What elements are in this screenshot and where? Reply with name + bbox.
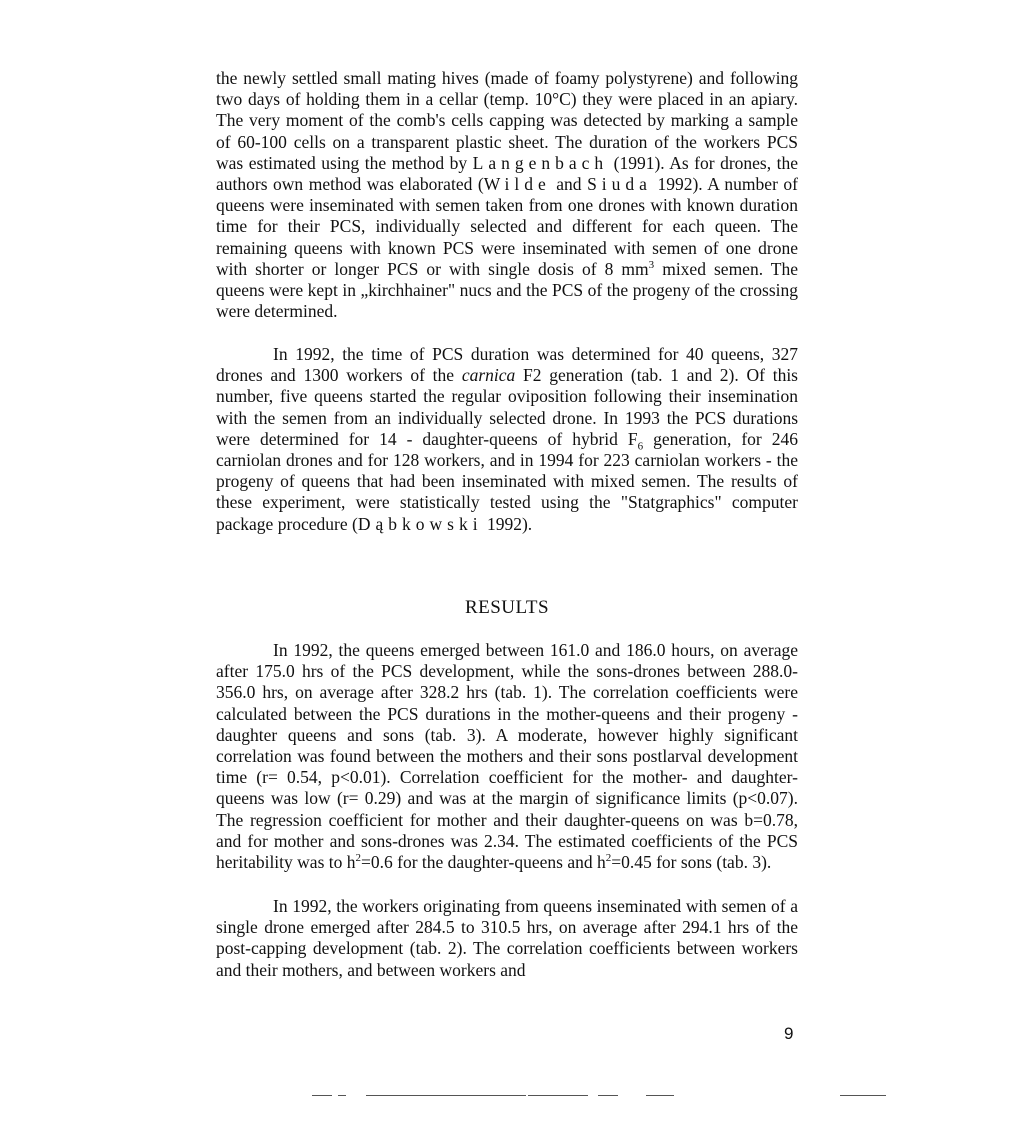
body-paragraph-results-queens bbox=[216, 640, 798, 873]
body-paragraph-methods bbox=[216, 68, 798, 322]
text-run: 1992). A number of queens were inseminated with semen taken from one drones with known duration time for their PCS, individually selected and different for each queen. The remaining queens with known PCS were inseminated with semen of one drone with shorter or longer PCS or with single dosis of 8 mm bbox=[216, 174, 798, 279]
body-paragraph-results-workers bbox=[216, 896, 798, 981]
scan-artifact-line bbox=[338, 1095, 346, 1096]
scan-artifact-line bbox=[598, 1095, 618, 1096]
author-name: Langenbach bbox=[472, 152, 609, 173]
text-run: the newly settled small mating hives (made of foamy polystyrene) and following two days of holding them in a cellar (temp. 10°C) they were placed in an apiary. The very moment of the comb's cells capping was detected by marking a sample of 60-100 cells on a transparent plastic sheet. The duration of the workers PCS was estimated using the method by bbox=[216, 68, 798, 173]
page-number: 9 bbox=[784, 1024, 794, 1043]
scan-artifact-line bbox=[528, 1095, 588, 1096]
superscript: 2 bbox=[355, 852, 361, 865]
author-name: Dąbkowski bbox=[357, 513, 483, 534]
text-run: In 1992, the queens emerged between 161.0 and 186.0 hours, on average after 175.0 hrs of the PCS development, while the sons-drones between 288.0-356.0 hrs, on average after 328.2 hrs (tab. 1). The correlation coefficients were calculated between the PCS durations in the mother-queens and their progeny - daughter queens and sons (tab. 3). A moderate, however highly significant correlation was found between the mothers and their sons postlarval development time (r= 0.54, p<0.01). Correlation coefficient for the mother- and daughter-queens was low (r= 0.29) and was at the margin of significance limits (p<0.07). The regression coefficient for mother and their daughter-queens on was b=0.78, and for mother and sons-drones was 2.34. The estimated coefficients of the PCS heritability was to h bbox=[216, 640, 798, 873]
author-name: Wilde bbox=[483, 174, 551, 195]
scan-artifact-line bbox=[840, 1095, 886, 1096]
author-name: Siuda bbox=[587, 174, 652, 195]
text-run: In 1992, the workers originating from queens inseminated with semen of a single drone emerged after 284.5 to 310.5 hrs, on average after 294.1 hrs of the post-capping development (tab. 2). The correlation coefficients between workers and their mothers, and between workers and bbox=[216, 896, 798, 980]
italic-term: carnica bbox=[461, 365, 516, 386]
section-heading: RESULTS bbox=[464, 597, 550, 618]
text-run: =0.6 for the daughter-queens and h bbox=[361, 852, 606, 873]
superscript: 2 bbox=[605, 852, 612, 865]
text-run: In 1992, the time of PCS duration was determined for 40 queens, 327 drones and 1300 workers of the bbox=[216, 344, 798, 386]
text-run: =0.45 for sons (tab. 3). bbox=[611, 852, 772, 873]
text-run: (1991). As for drones, the authors own method was elaborated ( bbox=[216, 152, 799, 195]
text-run: mixed semen. The queens were kept in „kirchhainer" nucs and the PCS of the progeny of the crossing were determined. bbox=[216, 258, 799, 322]
text-run: and bbox=[550, 174, 588, 195]
body-paragraph-material bbox=[216, 344, 798, 535]
subscript: 6 bbox=[637, 440, 644, 453]
scan-artifact-line bbox=[366, 1095, 526, 1096]
text-run: F2 generation (tab. 1 and 2). Of this number, five queens started the regular oviposition following their insemination with the semen from an individually selected drone. In 1993 the PCS durations were determined for 14 - daughter-queens of hybrid F bbox=[216, 365, 798, 449]
text-run: generation, for 246 carniolan drones and for 128 workers, and in 1994 for 223 carniolan workers - the progeny of queens that had been inseminated with mixed semen. The results of these experiment, were statistically tested using the "Statgraphics" computer package procedure ( bbox=[216, 428, 799, 534]
superscript: 3 bbox=[648, 259, 655, 271]
scan-artifact-line bbox=[646, 1095, 674, 1096]
text-run: 1992). bbox=[482, 513, 533, 534]
scan-artifact-line bbox=[312, 1095, 332, 1096]
